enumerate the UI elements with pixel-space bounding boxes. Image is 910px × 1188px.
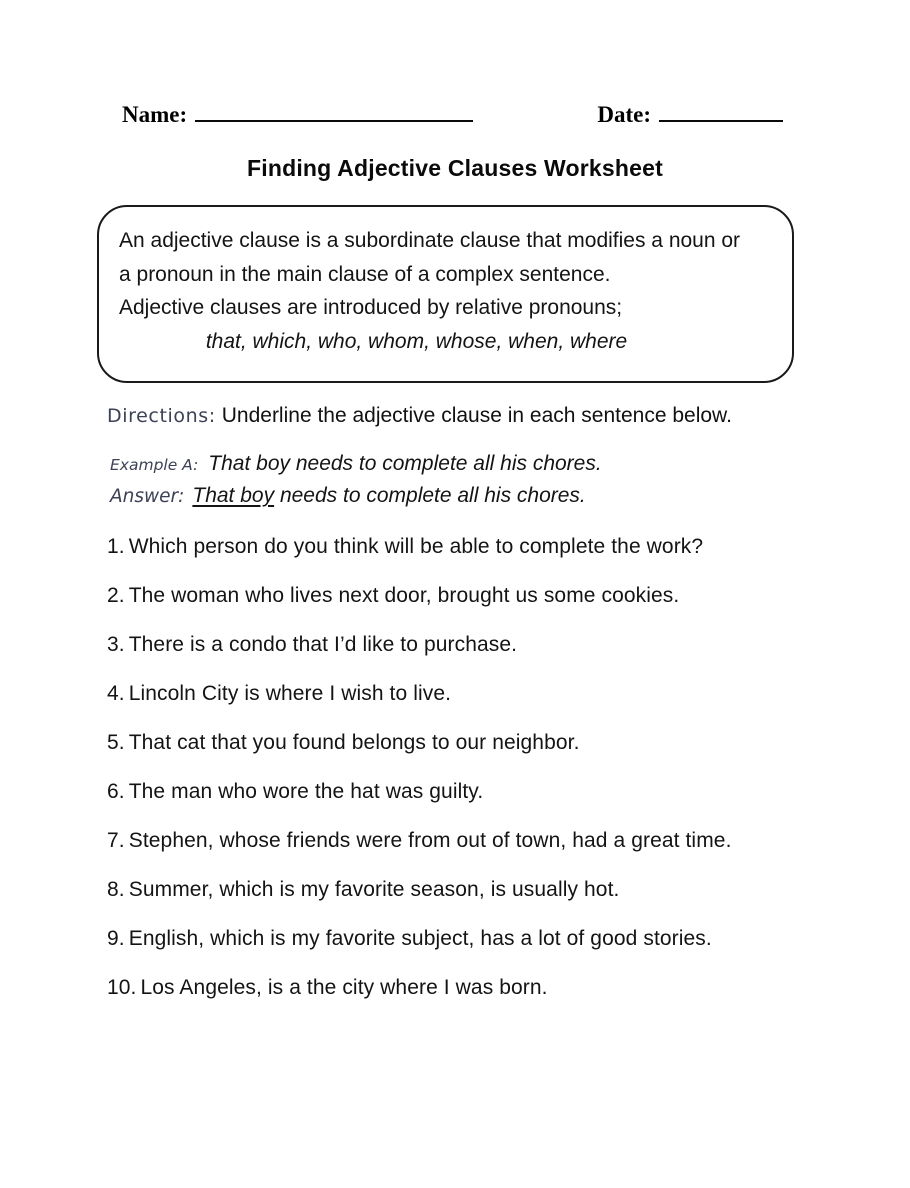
question-number: 6. [107, 780, 125, 803]
answer-underlined-clause: That boy [192, 484, 275, 507]
question-text: Stephen, whose friends were from out of town, had a great time. [128, 829, 732, 852]
definition-line: a pronoun in the main clause of a complex sentence. [119, 262, 611, 286]
answer-label: Answer: [110, 486, 185, 507]
question-item [107, 975, 910, 1001]
name-blank-line [195, 100, 473, 122]
question-item [107, 681, 910, 707]
question-item [107, 534, 910, 560]
answer-rest-text: needs to complete all his chores. [279, 484, 586, 507]
question-list [107, 534, 910, 1001]
question-text: The woman who lives next door, brought us some cookies. [128, 584, 680, 607]
definition-line: Adjective clauses are introduced by relative pronouns; [119, 296, 623, 319]
name-label: Name: [122, 102, 188, 127]
question-item [107, 828, 910, 854]
question-number: 10. [107, 976, 137, 999]
directions-text: Underline the adjective clause in each sentence below. [221, 404, 732, 427]
question-number: 2. [107, 584, 125, 607]
question-text: Summer, which is my favorite season, is usually hot. [128, 878, 620, 901]
question-number: 3. [107, 633, 125, 656]
date-field-group [597, 100, 783, 128]
question-text: The man who wore the hat was guilty. [128, 780, 484, 803]
definition-line: An adjective clause is a subordinate clause that modifies a noun or [119, 229, 741, 252]
question-item [107, 877, 910, 903]
relative-pronouns-line: that, which, who, whom, whose, when, where [205, 329, 628, 353]
example-a [110, 452, 910, 476]
definition-box [97, 205, 794, 383]
question-item [107, 632, 910, 658]
question-number: 7. [107, 829, 125, 852]
question-text: Lincoln City is where I wish to live. [128, 682, 452, 705]
question-number: 4. [107, 682, 125, 705]
question-text: That cat that you found belongs to our neighbor. [128, 731, 580, 754]
name-field-group [122, 100, 473, 128]
question-text: There is a condo that I’d like to purchase. [128, 633, 518, 656]
directions-label: Directions: [107, 405, 216, 427]
question-item [107, 926, 910, 952]
question-item [107, 730, 910, 756]
example-answer [110, 484, 910, 508]
question-number: 8. [107, 878, 125, 901]
question-number: 9. [107, 927, 125, 950]
question-number: 1. [107, 535, 125, 558]
question-item [107, 779, 910, 805]
question-text: Los Angeles, is a the city where I was born. [140, 976, 548, 999]
question-text: English, which is my favorite subject, has a lot of good stories. [128, 927, 712, 950]
directions [107, 404, 910, 428]
date-blank-line [659, 100, 783, 122]
example-a-label: Example A: [110, 456, 199, 474]
example-a-text: That boy needs to complete all his chores. [208, 452, 602, 475]
date-label: Date: [597, 102, 651, 127]
question-item [107, 583, 910, 609]
page-title: Finding Adjective Clauses Worksheet [247, 155, 663, 181]
question-number: 5. [107, 731, 125, 754]
question-text: Which person do you think will be able to complete the work? [128, 535, 704, 558]
header [0, 0, 910, 128]
